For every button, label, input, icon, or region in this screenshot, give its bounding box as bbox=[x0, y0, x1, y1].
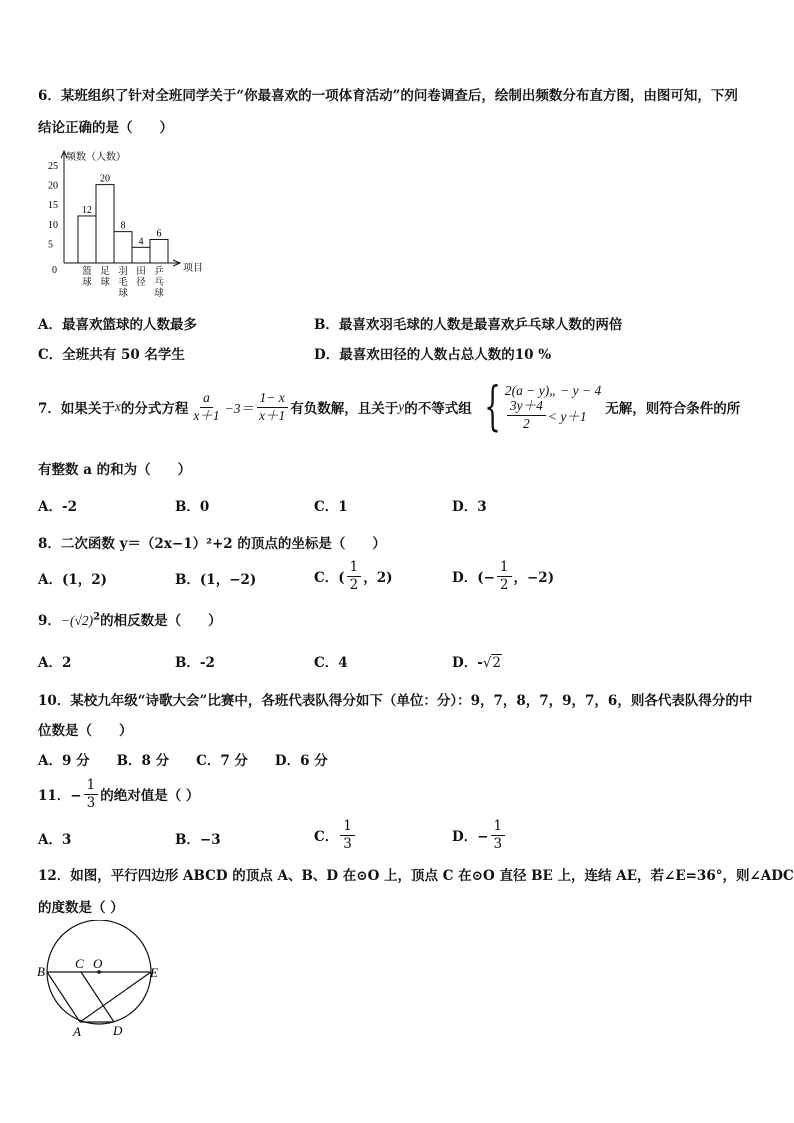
q7-option-a[interactable]: A．-2 bbox=[38, 499, 77, 515]
q11-c-num: 1 bbox=[340, 819, 355, 835]
q10-options[interactable]: A．9 分 B．8 分 C．7 分 D．6 分 bbox=[38, 753, 328, 769]
x-tick-label-char: 田 bbox=[136, 267, 146, 277]
q12-stem-line2: 的度数是（ ） bbox=[38, 900, 124, 916]
segment-ae bbox=[80, 972, 151, 1022]
q11-post: 的绝对值是（ ） bbox=[100, 788, 200, 804]
x-tick-label-char: 径 bbox=[136, 278, 146, 288]
label-d: D bbox=[113, 1023, 123, 1038]
q7-brace: { bbox=[484, 377, 501, 437]
x-tick-label-char: 羽 bbox=[118, 267, 128, 277]
circle-geometry-figure bbox=[30, 920, 170, 1045]
q8-c-post: ，2) bbox=[363, 570, 393, 586]
q8-c-den: 2 bbox=[349, 576, 359, 593]
q10-stem-line2: 位数是（ ） bbox=[38, 723, 133, 739]
q9-pre: 9． bbox=[38, 613, 61, 629]
q7-ineq1: 2(a − y)„ − y − 4 bbox=[504, 383, 602, 399]
q11-c-frac bbox=[340, 819, 355, 850]
bar-0 bbox=[78, 216, 96, 263]
y-tick-label: 20 bbox=[48, 180, 58, 192]
q9-d-pre: D．- bbox=[452, 655, 483, 671]
y-tick-label: 5 bbox=[48, 239, 53, 251]
x-tick-label-char: 篮 bbox=[82, 267, 92, 277]
q12-stem-line1: 12．如图，平行四边形 ABCD 的顶点 A、B、D 在⊙O 上，顶点 C 在⊙O 直径 BE 上，连结 AE，若∠E=36°，则∠ADC bbox=[38, 868, 794, 884]
q8-stem: 8．二次函数 y＝（2x−1）²+2 的顶点的坐标是（ ） bbox=[38, 536, 386, 552]
q7-inequality-system bbox=[476, 377, 602, 437]
bar-value-label: 4 bbox=[138, 236, 144, 248]
q11-option-c[interactable] bbox=[314, 815, 357, 855]
bar-value-label: 6 bbox=[156, 228, 162, 240]
bar-4 bbox=[150, 239, 168, 263]
q7-var-y: y bbox=[398, 399, 405, 414]
q6-option-b[interactable]: B．最喜欢羽毛球的人数是最喜欢乒乓球人数的两倍 bbox=[314, 317, 623, 333]
q11-d-frac bbox=[491, 819, 506, 850]
q7-frac1-den: x＋1 bbox=[193, 407, 220, 423]
segment-cd bbox=[81, 972, 114, 1022]
q8-d-num: 1 bbox=[497, 560, 512, 576]
q7-fraction-1 bbox=[190, 391, 222, 422]
q7-var-x: x bbox=[114, 399, 121, 414]
q9-d-radicand: 2 bbox=[492, 655, 502, 671]
x-axis-label: 项目 bbox=[183, 263, 203, 274]
bar-1 bbox=[96, 185, 114, 263]
bar-3 bbox=[132, 247, 150, 263]
bar-value-label: 12 bbox=[82, 204, 92, 216]
q7-post: 无解，则符合条件的所 bbox=[605, 401, 741, 417]
x-tick-label-char: 毛 bbox=[118, 278, 128, 288]
q7-mid1: 的分式方程 bbox=[120, 401, 189, 417]
q8-d-den: 2 bbox=[499, 576, 509, 593]
q7-option-c[interactable]: C．1 bbox=[314, 499, 348, 515]
label-a: A bbox=[73, 1024, 81, 1039]
x-tick-label-char: 球 bbox=[118, 289, 128, 299]
q9-expr: −(√2) bbox=[60, 613, 94, 628]
q11-pre: 11．− bbox=[38, 788, 82, 804]
q8-d-frac bbox=[497, 560, 512, 591]
q6-stem-line2: 结论正确的是（ ） bbox=[38, 120, 173, 136]
q6-stem-line1: 6．某班组织了针对全班同学关于“你最喜欢的一项体育活动”的问卷调查后，绘制出频数分布直方图，由图可知，下列 bbox=[38, 88, 738, 104]
q9-option-b[interactable]: B．-2 bbox=[175, 655, 215, 671]
q7-inequalities bbox=[505, 383, 601, 430]
q8-option-b[interactable]: B．(1，−2) bbox=[175, 572, 257, 588]
q7-option-b[interactable]: B．0 bbox=[175, 499, 210, 515]
q7-mid3: 的不等式组 bbox=[404, 401, 472, 417]
q11-d-num: 1 bbox=[491, 819, 506, 835]
label-b: B bbox=[37, 964, 45, 979]
q9-option-a[interactable]: A．2 bbox=[38, 655, 72, 671]
q7-ineq2-frac bbox=[507, 399, 546, 430]
x-tick-label-char: 乓 bbox=[154, 278, 164, 288]
q7-minus3: −3＝ bbox=[224, 401, 255, 416]
x-tick-label-char: 球 bbox=[154, 289, 164, 299]
label-e: E bbox=[150, 965, 158, 980]
q10-stem-line1: 10．某校九年级“诗歌大会”比赛中，各班代表队得分如下（单位：分）：9，7，8，7，9，7，6，则各代表队得分的中 bbox=[38, 693, 753, 709]
q9-stem bbox=[38, 609, 222, 629]
q7-frac2-num: 1− x bbox=[257, 391, 288, 407]
q7-stem-line1 bbox=[38, 377, 741, 437]
x-tick-label-char: 球 bbox=[100, 278, 110, 288]
q8-c-num: 1 bbox=[347, 560, 362, 576]
q8-d-post: ，−2) bbox=[513, 570, 555, 586]
q7-option-d[interactable]: D．3 bbox=[452, 499, 487, 515]
segment-ba bbox=[47, 972, 80, 1022]
q11-option-d[interactable] bbox=[452, 815, 507, 855]
q11-den: 3 bbox=[86, 794, 96, 811]
bar-value-label: 8 bbox=[120, 220, 126, 232]
sqrt-icon: √ bbox=[482, 655, 492, 671]
y-axis-label: 频数（人数） bbox=[66, 152, 126, 163]
histogram-chart bbox=[40, 145, 220, 305]
q7-ineq2-den: 2 bbox=[523, 415, 530, 431]
q7-ineq2-num: 3y＋4 bbox=[507, 399, 546, 415]
y-tick-label: 0 bbox=[52, 265, 57, 276]
q9-exponent: 2 bbox=[93, 611, 101, 623]
q7-fraction-2 bbox=[256, 391, 288, 422]
q11-c-den: 3 bbox=[343, 835, 352, 852]
q11-option-a[interactable]: A．3 bbox=[38, 832, 72, 848]
q7-ineq2 bbox=[505, 399, 601, 430]
q8-option-c[interactable] bbox=[314, 556, 393, 596]
q6-option-c[interactable]: C．全班共有 50 名学生 bbox=[38, 347, 185, 363]
x-tick-label-char: 足 bbox=[100, 267, 110, 277]
bar-value-label: 20 bbox=[100, 173, 110, 185]
q6-option-a[interactable]: A．最喜欢篮球的人数最多 bbox=[38, 317, 197, 333]
bar-2 bbox=[114, 232, 132, 263]
q9-post: 的相反数是（ ） bbox=[100, 613, 222, 629]
y-tick-label: 25 bbox=[48, 161, 58, 172]
q11-d-pre: D．− bbox=[452, 829, 489, 845]
q9-option-d[interactable] bbox=[452, 651, 502, 671]
q11-option-b[interactable]: B．−3 bbox=[175, 832, 221, 848]
label-c: C bbox=[75, 956, 84, 971]
q8-option-d[interactable] bbox=[452, 556, 554, 596]
q6-option-d[interactable]: D．最喜欢田径的人数占总人数的10 % bbox=[314, 347, 552, 363]
q7-mid2: 有负数解，且关于 bbox=[290, 401, 399, 417]
q11-num: 1 bbox=[84, 778, 99, 794]
q8-d-pre: D．(− bbox=[452, 570, 495, 586]
q11-c-pre: C． bbox=[314, 829, 339, 845]
q7-frac1-num: a bbox=[200, 391, 213, 407]
q11-stem bbox=[38, 774, 199, 814]
q11-d-den: 3 bbox=[493, 835, 503, 852]
q9-option-c[interactable]: C．4 bbox=[314, 655, 348, 671]
q11-frac bbox=[84, 778, 99, 809]
label-o: O bbox=[93, 956, 103, 971]
q7-frac2-den: x＋1 bbox=[259, 407, 286, 423]
q8-option-a[interactable]: A．(1，2) bbox=[38, 572, 108, 588]
y-tick-label: 10 bbox=[48, 219, 58, 231]
q7-ineq2-rhs: < y＋1 bbox=[547, 409, 587, 424]
x-tick-label-char: 球 bbox=[82, 278, 92, 288]
q8-c-pre: C．( bbox=[314, 570, 345, 586]
q8-c-frac bbox=[347, 560, 362, 591]
q7-stem-line2: 有整数 a 的和为（ ） bbox=[38, 462, 192, 478]
q7-pre: 7．如果关于 bbox=[38, 401, 115, 417]
y-tick-label: 15 bbox=[48, 200, 58, 212]
x-tick-label-char: 乒 bbox=[154, 267, 164, 277]
